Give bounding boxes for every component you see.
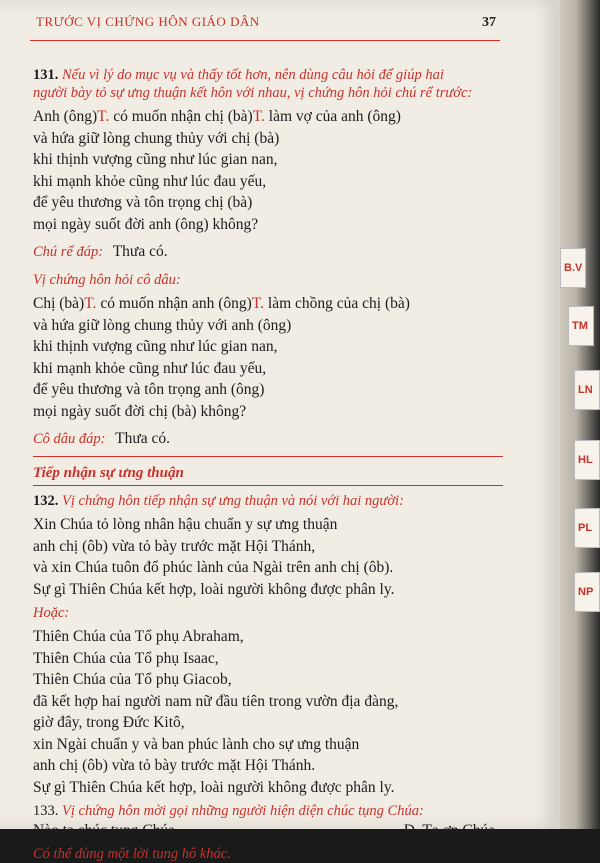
- bride-question-line: khi mạnh khỏe cũng như lúc đau yếu,: [33, 359, 267, 377]
- bride-question-line: để yêu thương và tôn trọng anh (ông): [33, 381, 265, 398]
- page-content: [33, 66, 503, 863]
- alternative-line: anh chị (ôb) vừa tỏ bày trước mặt Hội Thánh.: [33, 757, 316, 774]
- side-tab[interactable]: PL: [574, 508, 600, 548]
- acclamation-note: Có thể dùng một lời tung hô khác.: [33, 846, 231, 862]
- rubric-131-line1: Nếu vì lý do mục vụ và thấy tốt hơn, nên dùng câu hỏi để giúp hai: [62, 67, 444, 83]
- groom-response-label: Chú rể đáp:: [33, 244, 104, 260]
- alternative-line: xin Ngài chuẩn y và ban phúc lành cho sự ưng thuận: [33, 735, 360, 753]
- bride-question-line: [33, 293, 503, 315]
- rubric-133: [33, 802, 503, 820]
- groom-question-line: và hứa giữ lòng chung thủy với chị (bà): [33, 129, 280, 147]
- section-rule: [33, 456, 503, 457]
- acceptance-line: và xin Chúa tuôn đổ phúc lành của Ngài trên anh chị (ôb).: [33, 559, 394, 576]
- side-tab[interactable]: LN: [574, 370, 600, 410]
- acclamation-invite: Nào ta chúc tụng Chúa.: [33, 822, 179, 839]
- groom-question-line: khi mạnh khỏe cũng như lúc đau yếu,: [33, 172, 267, 190]
- section-number-132: 132.: [33, 493, 59, 509]
- section-title: Tiếp nhận sự ưng thuận: [33, 465, 184, 481]
- name-marker: T.: [251, 295, 265, 312]
- side-tab[interactable]: B.V: [560, 248, 586, 288]
- header-rule: [30, 40, 500, 41]
- text-segment: có muốn nhận chị (bà): [109, 108, 253, 125]
- book-edge: [560, 0, 600, 829]
- name-marker: T.: [84, 295, 97, 312]
- bride-response-text: Thưa có.: [115, 430, 170, 447]
- text-segment: Anh (ông): [33, 108, 98, 125]
- bride-rubric: Vị chứng hôn hỏi cô dâu:: [33, 272, 181, 288]
- alternative-line: Thiên Chúa của Tổ phụ Giacob,: [33, 671, 232, 688]
- bride-question: [33, 293, 503, 422]
- acclamation-response: Đ. Tạ ơn Chúa.: [403, 822, 499, 839]
- name-marker: T.: [252, 108, 265, 125]
- alternative-line: Sự gì Thiên Chúa kết hợp, loài người không được phân ly.: [33, 778, 395, 796]
- bride-question-line: khi thịnh vượng cũng như lúc gian nan,: [33, 338, 278, 355]
- section-number-131: 131.: [33, 67, 59, 83]
- bride-response-label: Cô dâu đáp:: [33, 431, 106, 447]
- bride-response: [33, 428, 503, 450]
- name-marker: T.: [97, 108, 110, 125]
- groom-question-line: mọi ngày suốt đời anh (ông) không?: [33, 215, 259, 233]
- alternative-text: [33, 626, 503, 798]
- groom-question-line: khi thịnh vượng cũng như lúc gian nan,: [33, 151, 278, 168]
- text-segment: làm chồng của chị (bà): [264, 295, 410, 312]
- acclamation-row: [33, 820, 503, 841]
- side-tab[interactable]: HL: [574, 440, 600, 480]
- groom-question: [33, 106, 503, 235]
- page-number: 37: [482, 15, 496, 30]
- rubric-131: [33, 66, 503, 102]
- acceptance-line: Sự gì Thiên Chúa kết hợp, loài người không được phân ly.: [33, 580, 395, 598]
- rubric-133-text: Vị chứng hôn mời gọi những người hiện diện chúc tụng Chúa:: [62, 803, 424, 819]
- side-tab[interactable]: TM: [568, 306, 594, 346]
- side-tab[interactable]: NP: [574, 572, 600, 612]
- running-title: TRƯỚC VỊ CHỨNG HÔN GIÁO DÂN: [36, 14, 260, 29]
- alternative-line: giờ đây, trong Đức Kitô,: [33, 714, 185, 731]
- groom-question-line: để yêu thương và tôn trọng chị (bà): [33, 194, 253, 211]
- acceptance-line: anh chị (ôb) vừa tỏ bày trước mặt Hội Thánh,: [33, 537, 316, 555]
- alternative-line: đã kết hợp hai người nam nữ đầu tiên trong vườn địa đàng,: [33, 692, 399, 710]
- section-title-rule: [33, 485, 503, 486]
- alternative-line: Thiên Chúa của Tổ phụ Abraham,: [33, 628, 244, 645]
- rubric-132: [33, 492, 503, 510]
- page-header: [36, 14, 496, 31]
- groom-response: [33, 241, 503, 263]
- acceptance-text: [33, 514, 503, 600]
- bride-question-line: mọi ngày suốt đời chị (bà) không?: [33, 402, 247, 420]
- text-segment: Chị (bà): [33, 295, 85, 312]
- or-label: Hoặc:: [33, 605, 70, 621]
- text-segment: làm vợ của anh (ông): [264, 108, 401, 125]
- alternative-line: Thiên Chúa của Tổ phụ Isaac,: [33, 649, 219, 667]
- text-segment: có muốn nhận anh (ông): [96, 295, 252, 312]
- groom-question-line: [33, 106, 503, 128]
- groom-response-text: Thưa có.: [112, 243, 168, 260]
- section-number-133: 133.: [33, 803, 59, 819]
- rubric-132-text: Vị chứng hôn tiếp nhận sự ưng thuận và nói với hai người:: [62, 493, 404, 509]
- acceptance-line: Xin Chúa tỏ lòng nhân hậu chuẩn y sự ưng thuận: [33, 516, 338, 533]
- bride-question-line: và hứa giữ lòng chung thủy với anh (ông): [33, 316, 292, 334]
- rubric-131-line2: người bày tỏ sự ưng thuận kết hôn với nhau, vị chứng hôn hỏi chú rể trước:: [33, 85, 473, 101]
